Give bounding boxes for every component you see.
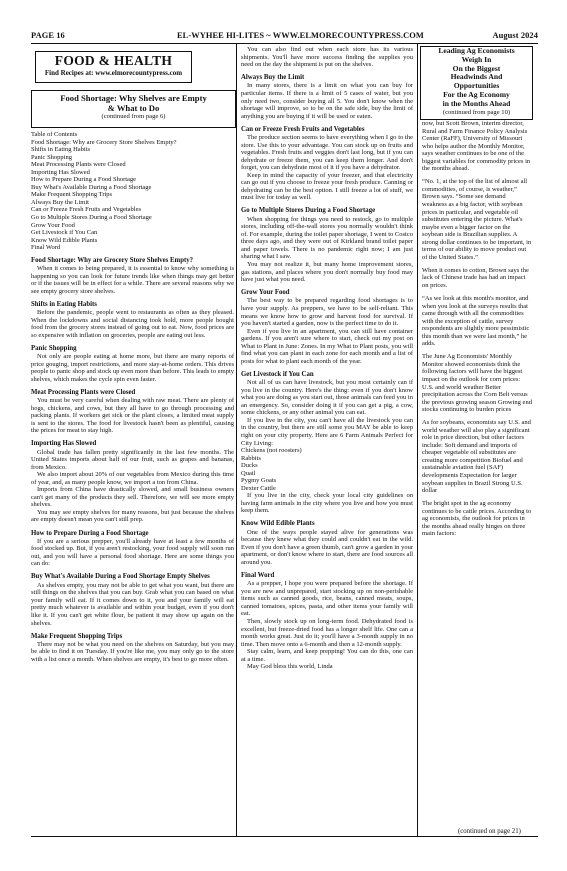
- section-heading: Always Buy the Limit: [241, 74, 305, 82]
- column-divider: [417, 44, 418, 836]
- section-heading: Buy What's Available During a Food Shortage Empty Shelves: [31, 573, 210, 581]
- page-header: [31, 31, 538, 42]
- sidebar-title-line: For the Ag Economy: [443, 89, 510, 99]
- paragraph: Then, slowly stock up on long-term food. Dehydrated food is excellent, but freeze-dried food has a longer shelf life. One can a month works great. Just do it; you'll have a 3-month supply in no time. Then move onto a 6-month and then a 12-month supply.: [241, 618, 413, 648]
- paragraph: In many stores, there is a limit on what you can buy for particular items. If there is a limit of 5 cases of water, but you only need two, consider buying all 5. You don't know when the shortage will improve, so to be on the safe side, buy the limit of anything you are buying if it will be used or eaten.: [241, 82, 413, 120]
- continued-from: (continued from page 6): [101, 113, 166, 121]
- sidebar-continued-on: (continued on page 21): [458, 828, 521, 835]
- section-heading: How to Prepare During a Food Shortage: [31, 529, 149, 537]
- section-heading: Shifts in Eating Habits: [31, 300, 97, 308]
- section-subtitle: Find Recipes at: www.elmorecountypress.com: [44, 69, 183, 77]
- toc-item: How to Prepare During a Food Shortage: [31, 176, 137, 184]
- masthead: EL-WYHEE HI-LITES ~ WWW.ELMORECOUNTYPRESS.COM: [177, 31, 424, 40]
- paragraph: You may not realize it, but many home improvement stores, gas stations, and places where you don't normally buy food may have just what you need.: [241, 260, 413, 284]
- article-title-line-1: Food Shortage: Why Shelves are Empty: [60, 93, 207, 103]
- toc-item: Importing Has Slowed: [31, 168, 90, 176]
- section-title: FOOD & HEALTH: [54, 53, 173, 68]
- section-title-box: [35, 51, 192, 83]
- paragraph: As shelves empty, you may not be able to get what you want, but there are still things on the shelves that you can buy. Grab what you can based on what your family will eat. If it comes down to it, you and your family will eat pretty much whatever is available and within your budget, even if you don't like it. If you can't get white flour, be patient it may show up again on the shelves.: [31, 581, 234, 627]
- paragraph: Even if you live in an apartment, you can still have container gardens. If you aren't sure where to start, check out my post on What to Plant in June: Zones. In my What to Plant posts, you will find what you can plant in each zone for each month and a list of posts for what to plant each month of the year.: [241, 327, 413, 365]
- section-heading: Go to Multiple Stores During a Food Shortage: [241, 207, 376, 215]
- toc-item: Buy What's Available During a Food Shortage: [31, 183, 152, 191]
- paragraph: If you are a serious prepper, you'll already have at least a few months of food stocked up. But, if you aren't restocking, your food supply will soon run out, and you will have a personal food shortage. Here are some things you can do:: [31, 537, 234, 568]
- paragraph: We also import about 20% of our vegetables from Mexico during this time of year, and, as many people know, we import a ton from China.: [31, 471, 234, 486]
- toc-item: Grow Your Food: [31, 221, 75, 229]
- section-heading: Food Shortage: Why are Grocery Store Shelves Empty?: [31, 256, 194, 264]
- paragraph: One of the ways people stayed alive for generations was because they knew what they could and couldn't eat in the wild. Even if you don't have a green thumb, can't grow a garden in your apartment, or don't know where to start, there are food sources all around you.: [241, 528, 413, 566]
- paragraph: When it comes to being prepared, it is essential to know why something is happening so you can look for future trends like when things may get better or if the issues will be in effect for a while. There are several reasons why we see empty grocery store shelves.: [31, 265, 234, 295]
- list-item: Quail: [241, 469, 256, 477]
- list-item: Ducks: [241, 462, 258, 470]
- paragraph: There may not be what you need on the shelves on Saturday, but you may be able to find it on Tuesday. If you're like me, you may only go to the store with a list once a month. When shelves are empty, it's best to go more often.: [31, 640, 234, 663]
- paragraph: Stay calm, learn, and keep prepping! You can do this, one can at a time.: [241, 648, 413, 663]
- paragraph: When shopping for things you need to restock, go to multiple stores, including off-the-wall stores you normally wouldn't think of. For example, during the toilet paper shortage, I went to Costco three days ago, and they were out of Kirkland brand toilet paper and paper towels. There is no pandemic right now; I am just sharing what I saw.: [241, 215, 413, 261]
- section-heading: Grow Your Food: [241, 289, 290, 297]
- sidebar-title-box: [420, 46, 533, 120]
- paragraph: Imports from China have drastically slowed, and small business owners can't get many of the products they sell. Therefore, we will see more empty shelves.: [31, 486, 234, 509]
- paragraph: Keep in mind the capacity of your freezer, and that electricity can go out if you choose to freeze your fresh produce. Canning or dehydrating can be the best option. I still freeze a lot of stuff, we must live for today as well.: [241, 171, 413, 202]
- list-item: Pygmy Goats: [241, 477, 277, 485]
- paragraph: You must be very careful when dealing with raw meat. There are plenty of hogs, chickens, and cows, but they all have to go through processing and packing plants. If workers get sick or the plant closes, a limited meat supply is sent to the stores. The food for livestock hasn't been as plentiful, causing the prices for meat to stay high.: [31, 397, 234, 435]
- paragraph: Before the pandemic, people went to restaurants as often as they pleased. When the lockdowns and social distancing took hold, more people bought food from the grocery stores instead of going out to eat. Now, food prices are so expensive with inflation on groceries, people are eating out less.: [31, 309, 234, 339]
- sidebar-title-line: Headwinds And: [450, 72, 503, 82]
- issue-date: August 2024: [492, 31, 538, 40]
- section-heading: Panic Shopping: [31, 344, 77, 352]
- list-item: Chickens (not roosters): [241, 447, 302, 455]
- sidebar-title-line: On the Biggest: [452, 63, 501, 73]
- article-column-2: [241, 46, 413, 676]
- sidebar-paragraph: “As we look at this month's monitor, and when you look at the surveys results that came through with all the commodities with the exception of cattle, survey respondents are slightly more pessimistic this month than we were last month,” he adds.: [422, 294, 530, 348]
- column-divider: [236, 44, 237, 836]
- header-rule: [31, 43, 538, 44]
- toc-item: Meat Processing Plants were Closed: [31, 161, 126, 169]
- paragraph: You can also find out when each store has its various shipments. You'll have more success finding the supplies you need on the day the shipment is put on the shelves.: [241, 46, 413, 69]
- sidebar-paragraph: now, but Scott Brown, interim director, Rural and Farm Finance Policy Analysis Center (RaFF), University of Missouri who helps author the Monthly Monitor, says weather continues to be one of the biggest variables for commodity prices in the months ahead.: [422, 120, 531, 173]
- toc-item: Final Word: [31, 244, 61, 252]
- toc-item: Food Shortage: Why are Grocery Store Shelves Empty?: [31, 138, 177, 146]
- sidebar-paragraph: As for soybeans, economists say U.S. and world weather will also play a significant role in price direction, but other factors include: Soft demand and imports of cheaper vegetable oil substitutes are creating more competition Biofuel and sustainable aviation fuel (SAF) developments Expectation for larger soybean supplies in Brazil Strong U.S. dollar: [422, 419, 531, 495]
- toc-item: Get Livestock if You Can: [31, 229, 98, 237]
- list-item: Dexter Cattle: [241, 484, 276, 492]
- paragraph: May God bless this world, Linda: [247, 663, 333, 671]
- sidebar-title-line: in the Months Ahead: [442, 98, 511, 108]
- section-heading: Can or Freeze Fresh Fruits and Vegetables: [241, 125, 365, 133]
- article-column-1: [31, 131, 234, 669]
- sidebar-title-line: Leading Ag Economists: [438, 46, 515, 55]
- sidebar-paragraph: “No. 1, at the top of the list of almost all commodities, of course, is weather,” Brown says. “Some see demand weakness as a big factor, with soybean prices in particular, and vegetable oil substitutes entering the picture. What's maybe even a bigger factor on the soybean side is Brazilian supplies. A strong dollar continues to be important, in terms of our ability to move product out of the United States.”: [422, 178, 532, 261]
- paragraph: If you live in the city, check your local city guidelines on having farm animals in the city where you live and how you must keep them.: [241, 492, 413, 515]
- paragraph: You may see empty shelves for many reasons, but just because the shelves are empty doesn't mean you can't still prep.: [31, 508, 234, 524]
- paragraph: As a prepper, I hope you were prepared before the shortage. If you are new and unprepared, start stocking up on non-perishable items such as canned goods, rice, beans, canned meats, soups, canned tomatoes, spices, pasta, and other items your family will eat.: [241, 580, 413, 618]
- table-of-contents: [31, 131, 234, 252]
- paragraph: If you live in the city, you can't have all the livestock you can in the country, but there are still some you MAY be able to keep right on your city property. Here are 6 Farm Animals Perfect for City Living:: [241, 416, 413, 447]
- toc-item: Shifts in Eating Habits: [31, 146, 91, 154]
- toc-item: Panic Shopping: [31, 153, 72, 161]
- list-item: Rabbits: [241, 454, 261, 462]
- sidebar-continued-from: (continued from page 10): [442, 108, 511, 116]
- toc-item: Go to Multiple Stores During a Food Shortage: [31, 214, 152, 222]
- section-heading: Final Word: [241, 572, 275, 579]
- sidebar-paragraph: The bright spot in the ag economy continues to be cattle prices. According to ag economists, the outlook for prices in the months ahead really hinges on three main factors:: [422, 500, 532, 538]
- toc-item: Make Frequent Shopping Trips: [31, 191, 113, 199]
- paragraph: Not all of us can have livestock, but you most certainly can if you live in the country. Here's the thing: even if you don't know what you are doing as you start out, those animals can feed you in an emergency. So, consider doing it if you can get a pig, a cow, some chickens, or any other animal you can eat.: [241, 379, 413, 417]
- section-heading: Meat Processing Plants were Closed: [31, 388, 136, 396]
- sidebar-title: [421, 47, 532, 109]
- toc-item: Know Wild Edible Plants: [31, 236, 98, 244]
- section-heading: Make Frequent Shopping Trips: [31, 632, 123, 640]
- footer-rule: [31, 836, 538, 837]
- toc-item: Always Buy the Limit: [31, 198, 89, 206]
- paragraph: The best way to be prepared regarding food shortages is to have your supply. As preppers, we have to be self-reliant. This means we know how to grow and harvest food for survival. If you haven't started a garden, now is the perfect time to do it.: [241, 297, 413, 328]
- paragraph: Global trade has fallen pretty significantly in the last few months. The United States imports about half of our fruit, such as grapes and bananas, from Mexico.: [31, 448, 234, 471]
- section-heading: Know Wild Edible Plants: [241, 520, 315, 528]
- article-title-line-2: & What to Do: [107, 102, 160, 113]
- article-title-box: [31, 90, 236, 128]
- toc-item: Table of Contents: [31, 131, 78, 138]
- page-number: PAGE 16: [31, 31, 65, 40]
- sidebar-paragraph: When it comes to cotton, Brown says the lack of Chinese trade has had an impact on prices.: [422, 266, 529, 289]
- paragraph: Not only are people eating at home more, but there are many reports of price gouging, import restrictions, and more stay-at-home orders. This drives people to panic shop and stock up even more than before. This leads to empty shelves, which makes the cycle spin even faster.: [31, 353, 234, 383]
- sidebar-column: [422, 120, 532, 543]
- section-heading: Get Livestock if You Can: [241, 370, 314, 378]
- paragraph: The produce section seems to have everything when I go to the store. Use this to your advantage. You can stock up on fruits and vegetables. Fresh fruits and veggies don't last long, but if you can dehydrate or freeze them, you can keep them longer. And don't forget, you can dehydrate most of it if you have a dehydrator.: [241, 133, 413, 172]
- sidebar-title-line: Opportunities: [453, 81, 500, 91]
- sidebar-title-line: Weigh In: [461, 54, 492, 64]
- toc-item: Can or Freeze Fresh Fruits and Vegetables: [31, 206, 141, 214]
- sidebar-paragraph: The June Ag Economists' Monthly Monitor showed economists think the following factors will have the biggest impact on the outlook for corn prices: U.S. and world weather Better precipitation across the Corn Belt versus the previous growing season Growing end stocks continuing to burden prices: [422, 353, 532, 414]
- section-heading: Importing Has Slowed: [31, 440, 97, 448]
